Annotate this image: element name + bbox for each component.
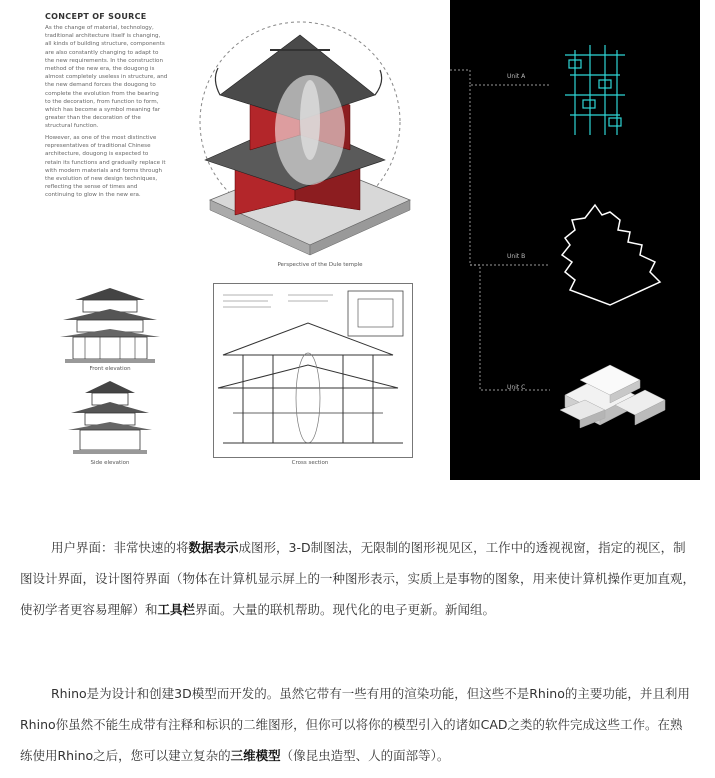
unit-a-wireframe bbox=[555, 40, 635, 140]
p1-bold-toolbar: 工具栏 bbox=[157, 602, 196, 617]
side-elevation-drawing bbox=[65, 378, 155, 458]
paragraph-1 bbox=[20, 532, 695, 625]
caption-perspective: Perspective of the Dule temple bbox=[277, 262, 363, 268]
concept-paragraph-2: However, as one of the most distinctive representatives of traditional Chinese architecture, dougong is expected to retain its functions and gradually replace it with modern materials and forms through the evolution of new design techniques, reflecting the sense of times and continuing to glow in the new era. bbox=[45, 135, 166, 199]
paragraph-2 bbox=[20, 678, 695, 771]
unit-c-label: Unit C bbox=[507, 384, 526, 391]
p2-text-a: Rhino是为设计和创建3D模型而开发的。虽然它带有一些有用的渲染功能，但这些不是Rhino的主要功能，并且利用Rhino你虽然不能生成带有注释和标识的二维图形，但你可以将你的模型引入的诸如CAD之类的软件完成这些工作。在熟练使用Rhino之后，您可以建立复杂的 bbox=[20, 686, 690, 763]
unit-a-label: Unit A bbox=[507, 73, 526, 80]
caption-front-elevation: Front elevation bbox=[89, 366, 131, 372]
concept-title: CONCEPT OF SOURCE bbox=[45, 12, 147, 21]
p2-text-c: （像昆虫造型、人的面部等）。 bbox=[280, 748, 450, 763]
concept-paragraph-1: As the change of material, technology, traditional architecture itself is changing, all kinds of building structure, components are also constantly changing to adapt to the new requirements. In the construction method of the new era, the dougong is almost completely useless in structure, and the new demand forces the dougong to complete the evolution from the bearing to the decoration, from function to form, which has become a symbol meaning far greater than the decoration of the structural function. bbox=[45, 25, 168, 130]
front-elevation-drawing bbox=[55, 285, 165, 365]
p2-bold-3d-model: 三维模型 bbox=[230, 748, 281, 763]
caption-side-elevation: Side elevation bbox=[90, 460, 130, 466]
p1-text-e: 界面。大量的联机帮助。现代化的电子更新。新闻组。 bbox=[195, 602, 496, 617]
unit-b-label: Unit B bbox=[507, 253, 526, 260]
p1-text-c: 成图形，3-D制图法，无限制的图形视见区，工作中的透视视窗，指定的视区，制图设计界面，设计图符界面（物体在计算机显示屏上的一种图形表示，实质上是事物的图象，用来使计算机操作更加直观，使初学者更容易理解）和 bbox=[20, 540, 696, 617]
temple-perspective-illustration bbox=[190, 10, 430, 270]
cross-section-drawing bbox=[213, 283, 413, 458]
p1-text-a: 用户界面：非常快速的将 bbox=[51, 540, 189, 555]
unit-b-outline bbox=[550, 200, 670, 310]
unit-c-blocks bbox=[555, 355, 670, 445]
units-panel bbox=[450, 0, 700, 480]
figure-left-panel bbox=[0, 0, 450, 480]
p1-bold-data-representation: 数据表示 bbox=[188, 540, 239, 555]
caption-cross-section: Cross section bbox=[291, 460, 329, 466]
